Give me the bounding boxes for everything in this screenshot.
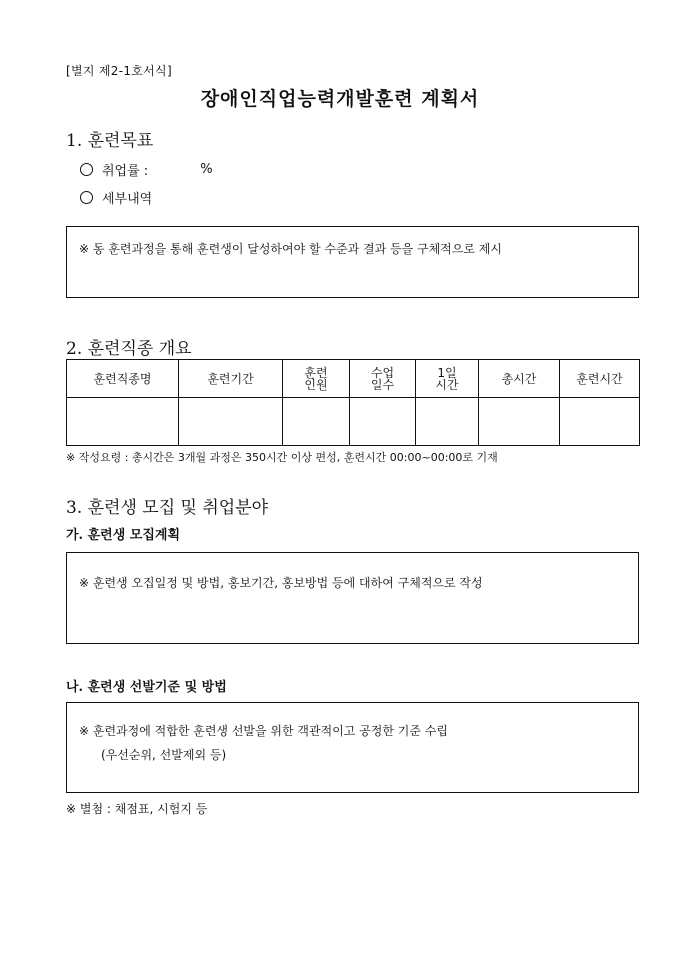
selection-criteria-line2: (우선순위, 선발제외 등) [101,748,227,762]
subsection-a-heading: 가. 훈련생 모집계획 [66,528,181,543]
selection-criteria-box [66,702,639,793]
table-cell[interactable] [560,398,640,446]
form-label: [별지 제2-1호서식] [66,64,172,78]
course-overview-table [66,359,640,446]
column-header: 훈련시간 [560,360,640,398]
section2-heading: 2. 훈련직종 개요 [66,339,192,359]
employment-rate-label: 취업률 : [102,164,149,179]
table-header-row [67,360,640,398]
document-title: 장애인직업능력개발훈련 계획서 [200,88,480,110]
table-cell[interactable] [283,398,350,446]
training-goal-instruction: ※ 동 훈련과정을 통해 훈련생이 달성하여야 할 수준과 결과 등을 구체적으로 제시 [79,242,502,256]
table-row [67,398,640,446]
recruitment-plan-box [66,552,639,644]
column-header: 총시간 [479,360,560,398]
employment-rate-unit: % [200,162,213,177]
table-cell[interactable] [416,398,479,446]
table-cell[interactable] [67,398,179,446]
subsection-b-heading: 나. 훈련생 선발기준 및 방법 [66,680,227,695]
writing-guide-note: ※ 작성요령 : 총시간은 3개월 과정은 350시간 이상 편성, 훈련시간 00:00~00:00로 기재 [66,451,498,464]
recruitment-plan-instruction: ※ 훈련생 오집일정 및 방법, 홍보기간, 홍보방법 등에 대하여 구체적으로 작성 [79,576,483,590]
section1-heading: 1. 훈련목표 [66,131,154,151]
column-header: 훈련직종명 [67,360,179,398]
circle-bullet-icon [80,191,93,204]
section3-heading: 3. 훈련생 모집 및 취업분야 [66,498,269,518]
table-cell[interactable] [350,398,416,446]
training-goal-box [66,226,639,298]
circle-bullet-icon [80,163,93,176]
column-header: 1일 시간 [416,360,479,398]
selection-criteria-line1: ※ 훈련과정에 적합한 훈련생 선발을 위한 객관적이고 공정한 기준 수립 [79,724,448,738]
attachment-note: ※ 별첨 : 채점표, 시험지 등 [66,802,208,816]
column-header: 수업 일수 [350,360,416,398]
column-header: 훈련기간 [179,360,283,398]
employment-rate-item [80,160,213,179]
details-label: 세부내역 [102,192,153,207]
details-item [80,188,152,207]
table-cell[interactable] [179,398,283,446]
table-cell[interactable] [479,398,560,446]
column-header: 훈련 인원 [283,360,350,398]
